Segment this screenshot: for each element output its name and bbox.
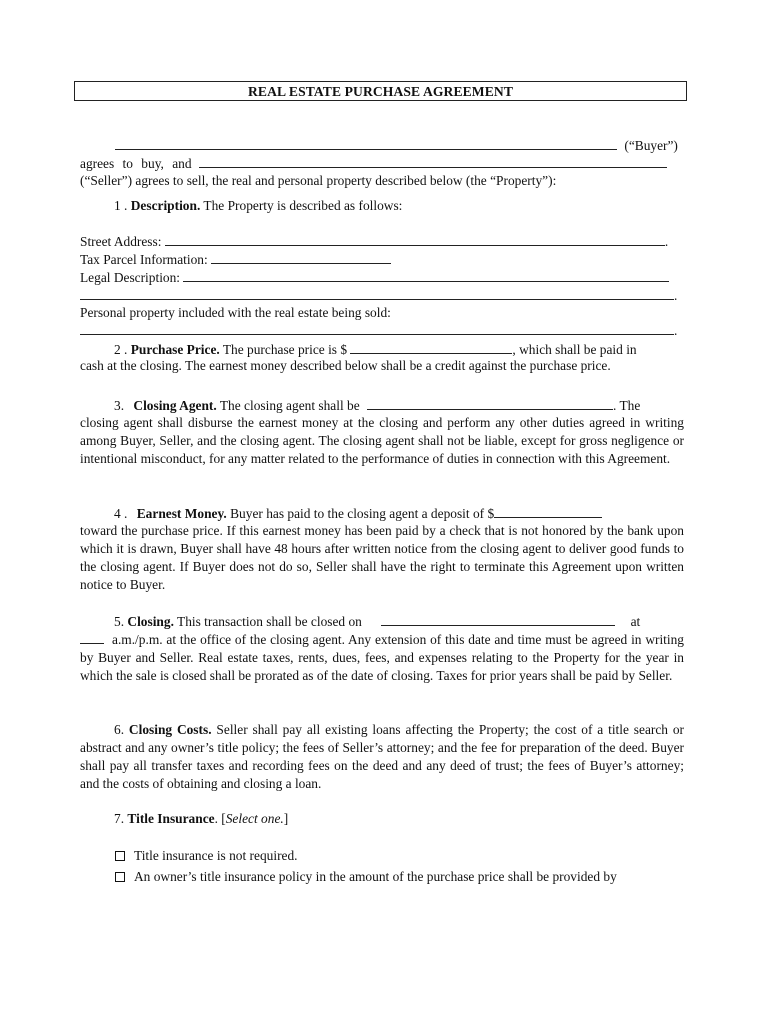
earnest-money-blank[interactable]: [494, 505, 602, 518]
section-5-heading: Closing.: [127, 614, 174, 629]
street-address-blank[interactable]: [165, 233, 665, 246]
section-3-text-b: . The: [613, 398, 641, 413]
section-7-heading: Title Insurance: [127, 811, 215, 826]
title-option-2[interactable]: [115, 869, 617, 885]
personal-property-row: .: [80, 322, 677, 339]
section-5-text-a: This transaction shall be closed on: [177, 614, 362, 629]
personal-property-blank[interactable]: [80, 322, 674, 335]
section-7-line: [114, 811, 288, 827]
section-5-number: 5.: [114, 614, 125, 629]
section-3-number: 3.: [114, 398, 125, 413]
section-3-heading: Closing Agent.: [133, 398, 217, 413]
street-address-row: Street Address: .: [80, 234, 669, 249]
section-2-text-b: , which shall be paid in: [512, 342, 637, 357]
legal-description-row: [80, 269, 669, 286]
section-6-heading: Closing Costs.: [128, 722, 212, 737]
checkbox-icon[interactable]: [115, 851, 125, 861]
legal-description-blank-2[interactable]: [80, 287, 674, 300]
section-5-body: a.m./p.m. at the office of the closing agent. Any extension of this date and time must be agreed in writing by Buyer and Seller. Real estate taxes, rents, dues, fees, and expenses relating to the Property for the year in which the sale is closed shall be prorated as of the date of closing. Taxes for prior years shall be paid by Seller.: [80, 632, 684, 683]
section-7-select-note: Select one.: [225, 811, 284, 826]
street-address-label: Street Address:: [80, 234, 162, 249]
document-title: REAL ESTATE PURCHASE AGREEMENT: [74, 81, 687, 101]
buyer-blank[interactable]: [115, 137, 617, 150]
buyer-line: [115, 137, 678, 154]
tax-parcel-blank[interactable]: [211, 251, 391, 264]
legal-description-row-2: .: [80, 287, 677, 304]
purchase-price-blank[interactable]: [350, 341, 512, 354]
section-2-text-a: The purchase price is $: [222, 342, 348, 357]
section-3-line-1: [114, 397, 640, 414]
section-2-heading: Purchase Price.: [130, 342, 220, 357]
section-4-number: 4 .: [114, 506, 128, 521]
personal-property-label: Personal property included with the real estate being sold:: [80, 305, 391, 320]
section-6-number: 6.: [114, 722, 125, 737]
section-4-text-a: Buyer has paid to the closing agent a deposit of $: [230, 506, 495, 521]
seller-line: [80, 155, 667, 172]
section-7-bracket-open: . [: [214, 811, 226, 826]
section-3-text-a: The closing agent shall be: [219, 398, 360, 413]
section-6-paragraph: [80, 721, 684, 793]
closing-date-blank[interactable]: [381, 613, 615, 626]
section-1-intro: [114, 198, 402, 214]
title-option-1[interactable]: [115, 848, 298, 864]
section-1-heading: Description.: [130, 198, 201, 213]
section-7-number: 7.: [114, 811, 125, 826]
buyer-label: (“Buyer”): [624, 138, 678, 153]
section-1-text: The Property is described as follows:: [203, 198, 403, 213]
section-2-line-1: [114, 341, 637, 358]
title-option-1-label: Title insurance is not required.: [134, 848, 298, 863]
seller-text: (“Seller”) agrees to sell, the real and personal property described below (the “Property”):: [80, 173, 557, 188]
section-1-number: 1 .: [114, 198, 128, 213]
tax-parcel-label: Tax Parcel Information:: [80, 252, 208, 267]
closing-agent-blank[interactable]: [367, 397, 613, 410]
section-4-line-1: [114, 505, 602, 522]
section-2-line-2: cash at the closing. The earnest money described below shall be a credit against the purchase price.: [80, 358, 611, 373]
tax-parcel-row: [80, 251, 391, 268]
legal-description-label: Legal Description:: [80, 270, 181, 285]
section-7-bracket-close: ]: [283, 811, 289, 826]
legal-description-blank[interactable]: [183, 269, 669, 282]
title-option-2-label: An owner’s title insurance policy in the amount of the purchase price shall be provided by: [134, 869, 617, 884]
section-5-line-1: [114, 613, 640, 630]
section-6-body: Seller shall pay all existing loans affecting the Property; the cost of a title search or abstract and any owner’s title policy; the fees of Seller’s attorney; and the fee for preparation of the deed. Buyer shall pay all transfer taxes and recording fees on the deed and any deed of trust; the fees of Buyer’s attorney; and the costs of obtaining and closing a loan.: [80, 722, 685, 791]
agrees-text: agrees to buy, and: [80, 156, 192, 171]
section-4-body: toward the purchase price. If this earnest money has been paid by a check that is not honored by the bank upon which it is drawn, Buyer shall have 48 hours after written notice from the closing agent to deliver good funds to the closing agent. If Buyer does not do so, Seller shall have the right to terminate this Agreement upon written notice to Buyer.: [80, 523, 684, 592]
section-3-body: closing agent shall disburse the earnest money at the closing and perform any other duties agreed in writing among Buyer, Seller, and the closing agent. The closing agent shall not be liable, except for gross negligence or intentional misconduct, for any matter related to the performance of duties in connection with this Agreement.: [80, 415, 684, 466]
section-5-text-b: at: [630, 614, 641, 629]
section-2-number: 2 .: [114, 342, 128, 357]
seller-blank[interactable]: [199, 155, 667, 168]
section-4-heading: Earnest Money.: [136, 506, 227, 521]
checkbox-icon[interactable]: [115, 872, 125, 882]
